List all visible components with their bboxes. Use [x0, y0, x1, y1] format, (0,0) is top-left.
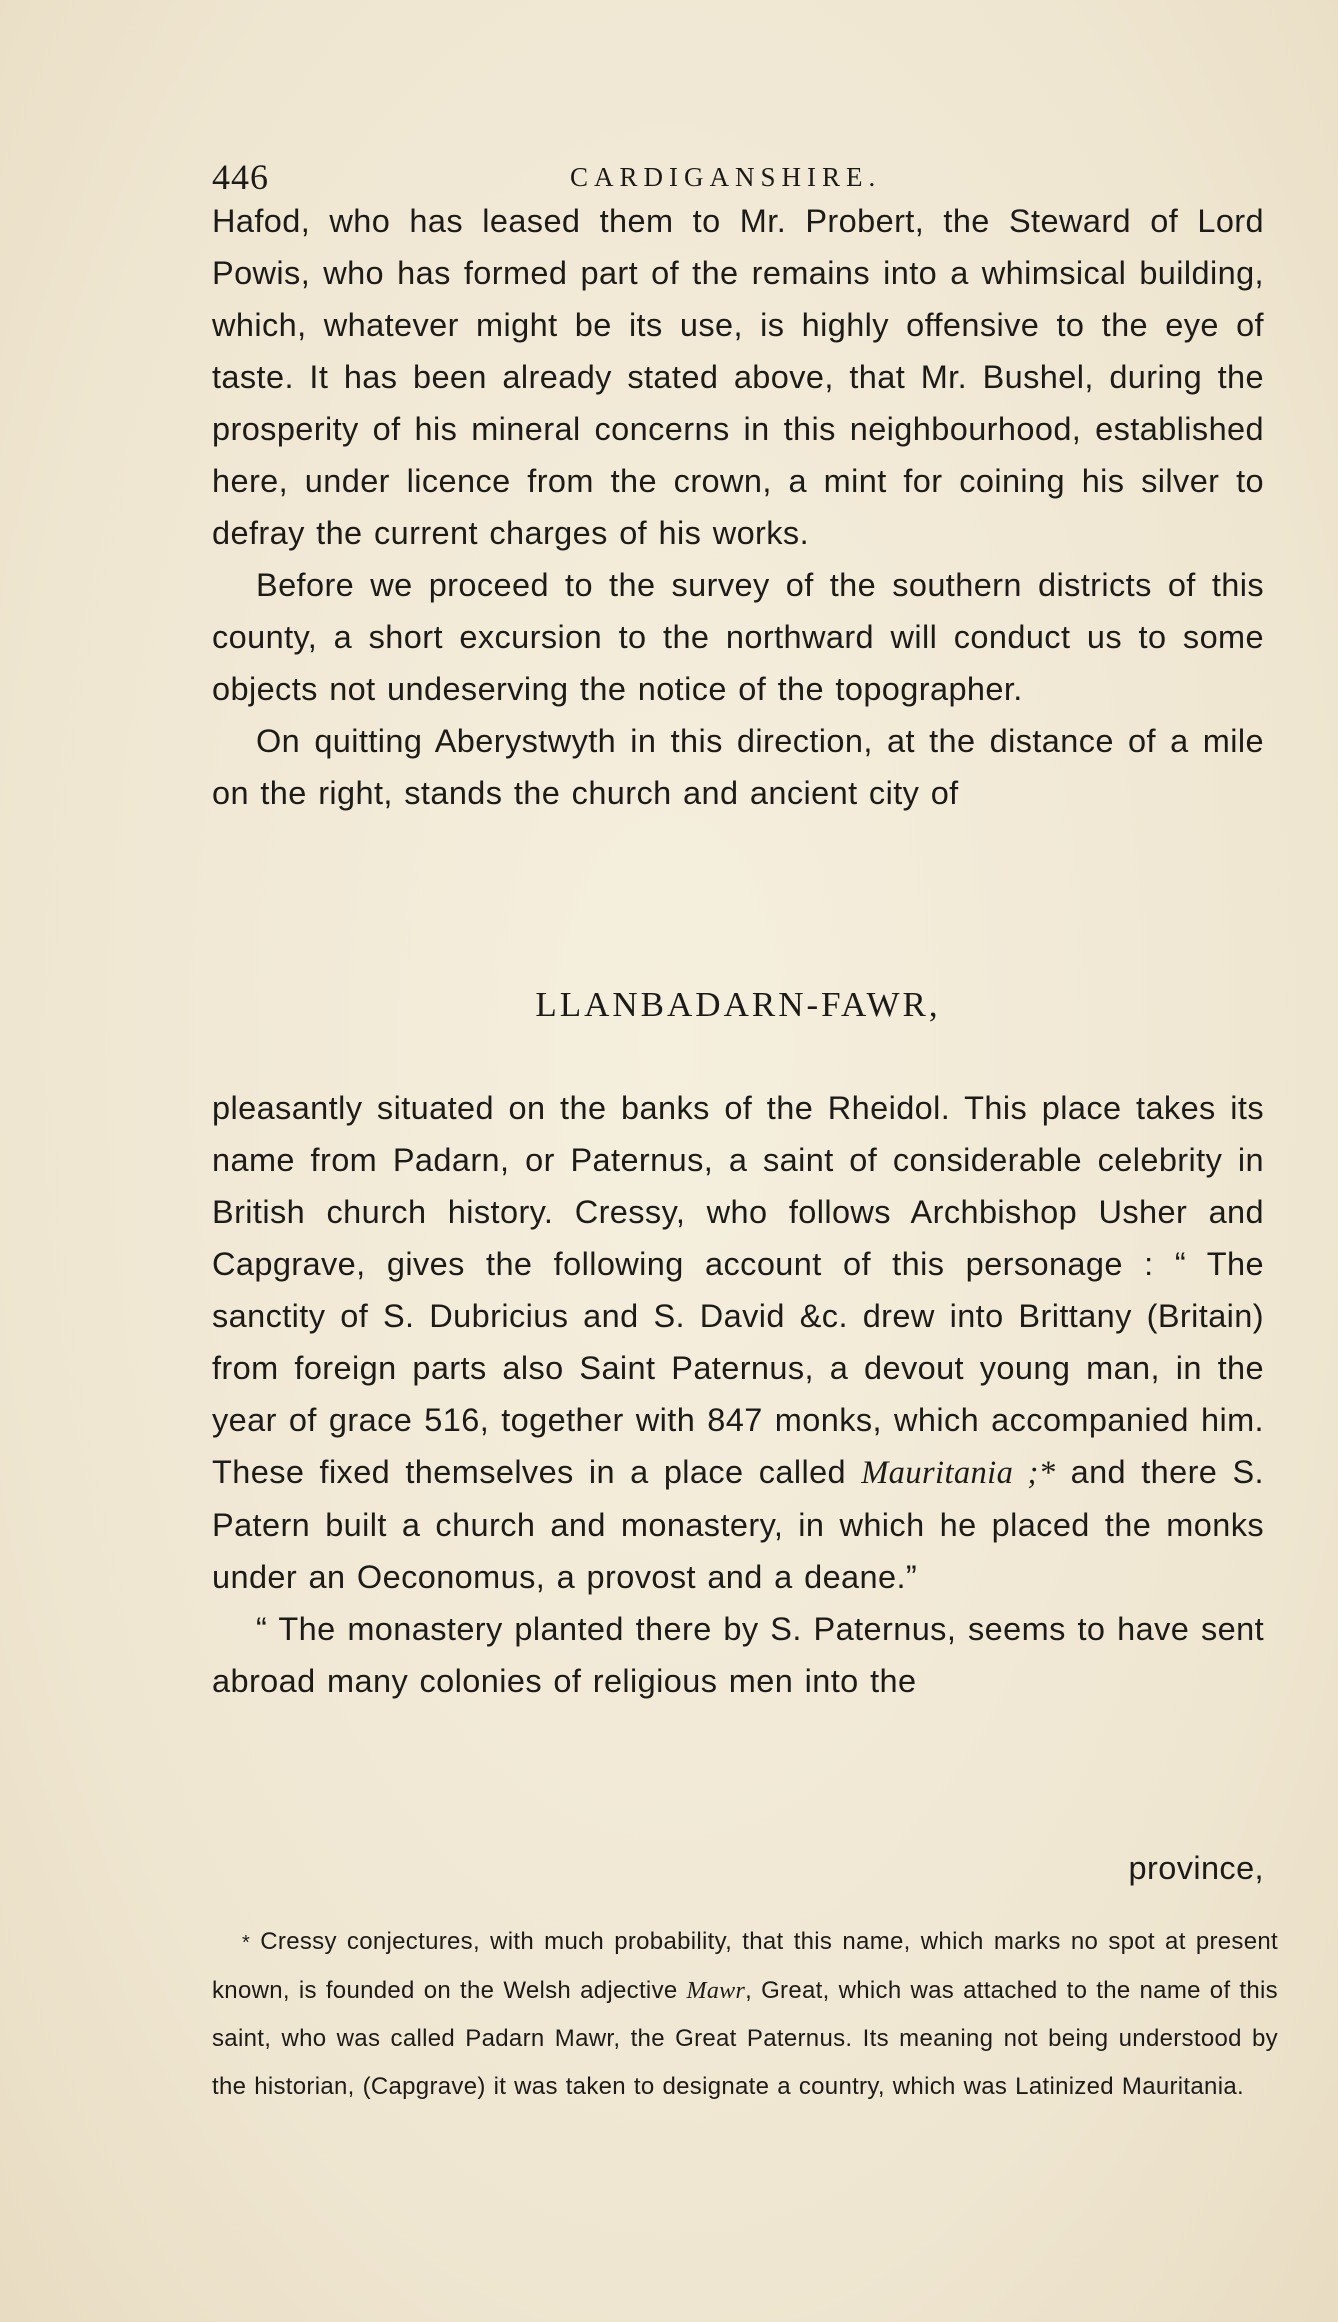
- paragraph-llanbadarn: [212, 1082, 1264, 1603]
- paragraph-excursion: Before we proceed to the survey of the southern districts of this county, a short excursion to the northward will conduct us to some objects not undeserving the notice of the topographer.: [212, 567, 1264, 707]
- body-text-block-2: [212, 1082, 1264, 1707]
- paragraph-llanbadarn-text: pleasantly situated on the banks of the Rheidol. This place takes its name from Padarn, or Paternus, a saint of considerable celebrity in British church history. Cressy, who follows Archbishop Usher and Capgrave, gives the following account of this personage : “ The sanctity of S. Dubricius and S. David &c. drew into Brittany (Britain) from foreign parts also Saint Paternus, a devout young man, in the year of grace 516, together with 847 monks, which accompanied him. These fixed themselves in a place called: [212, 1090, 1264, 1490]
- page-number: 446: [212, 157, 269, 197]
- footnote-text: Cressy conjectures, with much probability, that this name, which marks no spot at present known, is founded on the Welsh adjective: [212, 1928, 1278, 2004]
- mauritania-italic: Mauritania ;*: [861, 1455, 1056, 1491]
- paragraph-hafod: Hafod, who has leased them to Mr. Probert, the Steward of Lord Powis, who has formed part of the remains into a whimsical building, which, whatever might be its use, is highly offensive to the eye of taste. It has been already stated above, that Mr. Bushel, during the prosperity of his mineral concerns in this neighbourhood, established here, under licence from the crown, a mint for coining his silver to defray the current charges of his works.: [212, 203, 1264, 551]
- footnote-paragraph: [212, 1918, 1278, 2111]
- paragraph-aberystwyth: On quitting Aberystwyth in this direction, at the distance of a mile on the right, stands the church and ancient city of: [212, 723, 1264, 811]
- footnote: [212, 1918, 1278, 2111]
- paragraph-llanbadarn-text-cont: and there S. Patern built a church and monastery, in which he placed the monks under an Oeconomus, a provost and a deane.”: [212, 1454, 1264, 1595]
- footnote-text-cont: , Great, which was attached to the name of this saint, who was called Padarn Mawr, the Great Paternus. Its meaning not being understood by the historian, (Capgrave) it was taken to designate a country, which was Latinized Mauritania.: [212, 1977, 1278, 2100]
- footnote-italic-mawr: Mawr: [686, 1978, 746, 2004]
- running-head: CARDIGANSHIRE.: [570, 162, 882, 192]
- section-heading: LLANBADARN-FAWR,: [535, 985, 941, 1024]
- paragraph-monastery: “ The monastery planted there by S. Paternus, seems to have sent abroad many colonies of religious men into the: [212, 1611, 1264, 1699]
- catchword: province,: [1128, 1850, 1264, 1886]
- body-text-block-1: [212, 195, 1264, 819]
- page-header: [212, 156, 1262, 196]
- footnote-marker: *: [242, 1932, 251, 1954]
